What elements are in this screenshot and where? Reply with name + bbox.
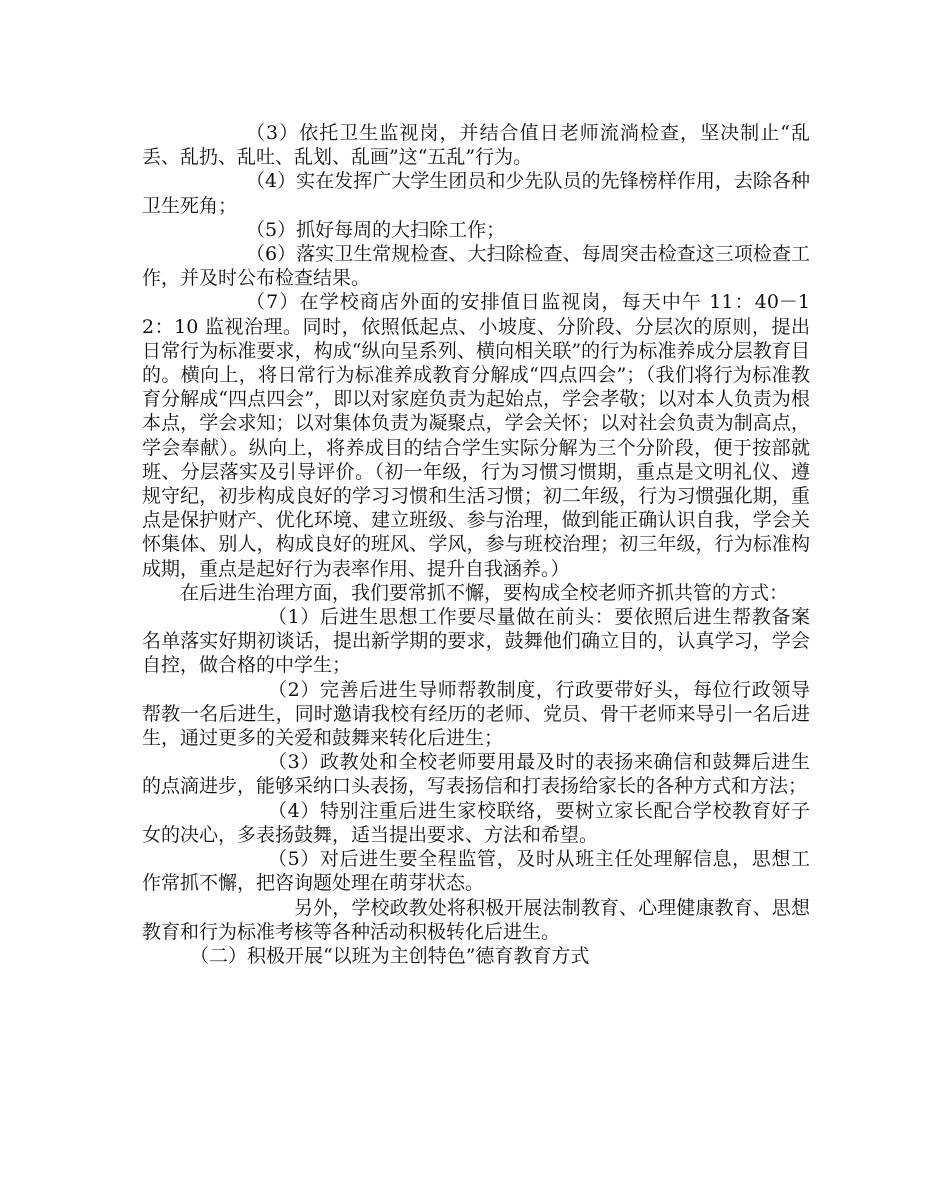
paragraph-early-guidance: （1）后进生思想工作要尽量做在前头：要依照后进生帮教备案名单落实好期初谈话，提出新学期的要求，鼓舞他们确立目的，认真学习，学会自控，做合格的中学生； [142, 606, 810, 677]
paragraph-weekly-cleaning: （5）抓好每周的大扫除工作； [246, 218, 506, 241]
paragraph-mentor-system: （2）完善后进生导师帮教制度，行政要带好头，每位行政领导帮教一名后进生，同时邀请我校有经历的老师、党员、骨干老师来导引一名后进生，通过更多的关爱和鼓舞来转化后进生； [142, 678, 810, 750]
paragraph-behavior-standards: （7）在学校商店外面的安排值日监视岗，每天中午 11：40－12：10 监视治理。同时，依照低起点、小坡度、分阶段、分层次的原则，提出日常行为标准要求，构成“纵向呈系列、横向相关联”的行为标准养成分层教育目的。横向上，将日常行为标准养成教育分解成“四点四会”；（我们将行为标准教育分解成“四点四会”，即以对家庭负责为起始点，学会孝敬；以对本人负责为根本点，学会求知；以对集体负责为凝聚点，学会关怀；以对社会负责为制高点，学会奉献）。纵向上，将养成目的结合学生实际分解为三个分阶段，便于按部就班、分层落实及引导评价。（初一年级，行为习惯习惯期，重点是文明礼仪、遵规守纪，初步构成良好的学习习惯和生活习惯；初二年级，行为习惯强化期，重点是保护财产、优化环境、建立班级、参与治理，做到能正确认识自我，学会关怀集体、别人，构成良好的班风、学风，参与班校治理；初三年级，行为标准构成期，重点是起好行为表率作用、提升自我涵养。） [142, 291, 810, 580]
paragraph-full-supervision: （5）对后进生要全程监管，及时从班主任处理解信息，思想工作常抓不懈，把咨询题处理在萌芽状态。 [142, 848, 810, 895]
paragraph-three-inspections: （6）落实卫生常规检查、大扫除检查、每周突击检查这三项检查工作，并及时公布检查结果。 [142, 243, 810, 290]
paragraph-additional-activities: 另外，学校政教处将积极开展法制教育、心理健康教育、思想教育和行为标准考核等各种活动积极转化后进生。 [142, 896, 810, 943]
paragraph-hygiene-supervision: （3）依托卫生监视岗，并结合值日老师流淌检查，坚决制止“乱丢、乱扔、乱吐、乱划、乱画”这“五乱”行为。 [142, 122, 810, 169]
paragraph-underachiever-management: 在后进生治理方面，我们要常抓不懈，要构成全校老师齐抓共管的方式： [180, 581, 789, 604]
paragraph-home-school-contact: （4）特别注重后进生家校联络，要树立家长配合学校教育好子女的决心，多表扬鼓舞，适当提出要求、方法和希望。 [142, 799, 810, 846]
paragraph-student-role-models: （4）实在发挥广大学生团员和少先队员的先锋榜样作用，去除各种卫生死角； [142, 170, 810, 217]
section-heading-class-features: （二）积极开展“以班为主创特色”德育教育方式 [190, 944, 590, 967]
paragraph-praise-encouragement: （3）政教处和全校老师要用最及时的表扬来确信和鼓舞后进生的点滴进步，能够采纳口头表扬，写表扬信和打表扬给家长的各种方式和方法； [142, 751, 810, 798]
document-body [142, 121, 810, 968]
